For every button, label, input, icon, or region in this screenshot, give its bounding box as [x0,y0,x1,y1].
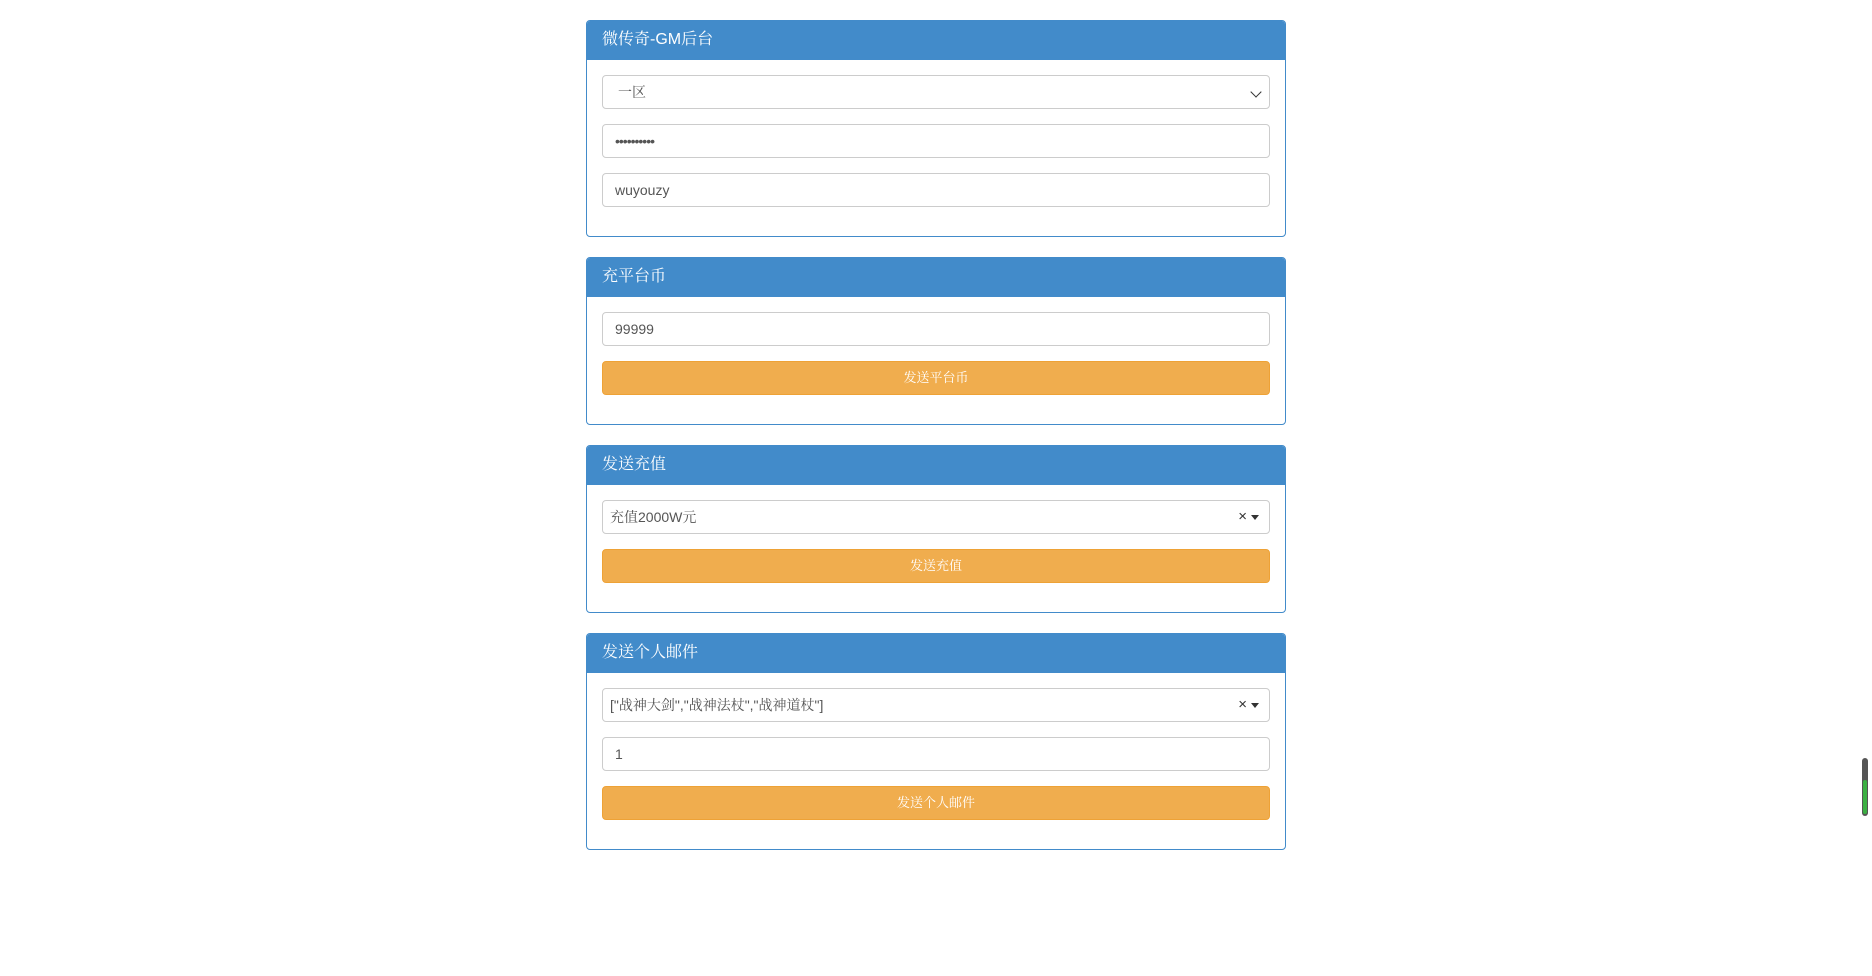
username-field[interactable] [602,173,1270,207]
panel-title: 微传奇-GM后台 [587,21,1285,60]
server-select-value: 一区 [618,84,646,100]
recharge-select[interactable] [602,500,1270,534]
mail-quantity-value: 1 [615,746,623,762]
recharge-select-value: 充值2000W元 [610,509,697,525]
password-field[interactable] [602,124,1270,158]
clear-x-icon[interactable]: × [1238,696,1247,713]
mail-quantity-field[interactable] [602,737,1270,771]
mail-items-select[interactable] [602,688,1270,722]
send-platform-coin-button[interactable]: 发送平台币 [602,361,1270,395]
send-mail-button[interactable]: 发送个人邮件 [602,786,1270,820]
panel-title: 发送个人邮件 [587,634,1285,673]
caret-down-icon [1251,515,1259,520]
coin-amount-value: 99999 [615,321,654,337]
panel-title: 充平台币 [587,258,1285,297]
gm-login-panel [586,20,1286,237]
scroll-indicator-fill [1863,780,1867,814]
send-recharge-button[interactable]: 发送充值 [602,549,1270,583]
coin-amount-field[interactable] [602,312,1270,346]
caret-down-icon [1251,703,1259,708]
recharge-panel [586,445,1286,613]
password-value: •••••••••• [615,133,655,149]
username-value: wuyouzy [615,182,670,198]
mail-panel [586,633,1286,850]
panel-title: 发送充值 [587,446,1285,485]
server-select[interactable] [602,75,1270,109]
clear-x-icon[interactable]: × [1238,508,1247,525]
chevron-down-icon [1250,86,1261,97]
platform-coin-panel [586,257,1286,425]
scroll-indicator[interactable] [1862,758,1868,816]
mail-items-value: ["战神大剑","战神法杖","战神道杖"] [610,697,824,713]
